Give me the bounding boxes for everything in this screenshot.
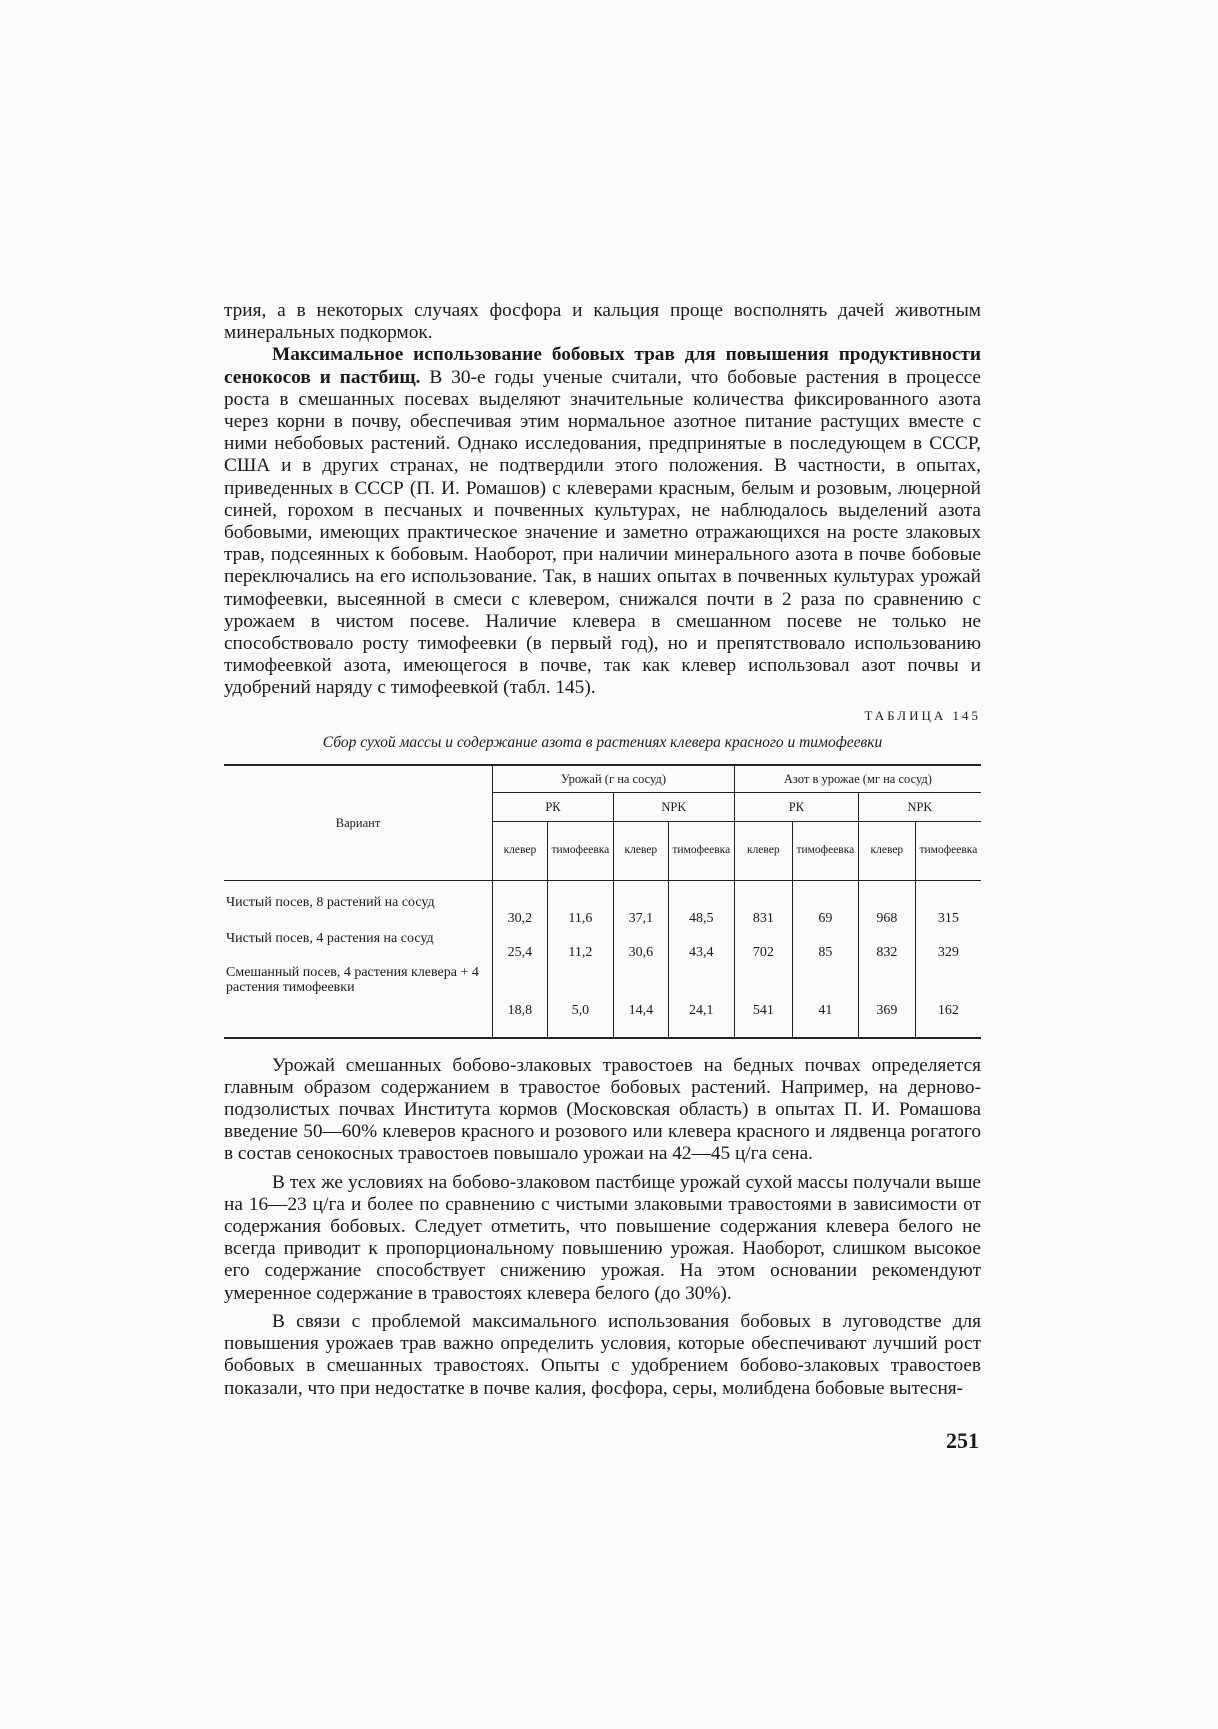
table-cell: 69 [792,895,858,931]
table-cell: 162 [915,965,981,1023]
paragraph-5: В связи с проблемой максимального использования бобовых в луговодстве для повышения урожаев трав важно определить условия, которые обеспечивают лучший рост бобовых в смешанных травостоях. Опыты с удобрением бобово-злаковых травостоев показали, что при недостатке в почве калия, фосфора, серы, молибдена бобовые вытесня- [224,1310,981,1399]
paragraph-2-bold-lead: Максимальное использование бобовых трав для повышения продуктивности сенокосов и пастбищ. [224,344,981,388]
header-crop: тимофеевка [668,821,734,880]
header-fert-pk-nitrogen: РК [734,792,858,821]
header-crop: тимофеевка [547,821,613,880]
table-cell: 85 [792,931,858,965]
table-cell: 11,2 [547,931,613,965]
table-cell: 24,1 [668,965,734,1023]
table-cell: 25,4 [493,931,548,965]
header-variant: Вариант [224,765,493,881]
table-row [224,895,981,931]
paragraph-1: трия, а в некоторых случаях фосфора и кальция проще восполнять дачей животным минеральных подкормок. [224,300,981,344]
table-cell: 30,6 [613,931,668,965]
table-cell: 11,6 [547,895,613,931]
table-cell: 968 [858,895,915,931]
header-fert-pk-yield: РК [493,792,614,821]
table-cell: 18,8 [493,965,548,1023]
header-crop: клевер [613,821,668,880]
table-cell: 541 [734,965,792,1023]
header-nitrogen: Азот в урожае (мг на сосуд) [734,765,981,793]
page-number: 251 [946,1428,979,1453]
table-cell: 315 [915,895,981,931]
table-cell: 14,4 [613,965,668,1023]
header-crop: клевер [493,821,548,880]
page-content [224,300,981,1400]
row-variant: Чистый посев, 8 растений на сосуд [226,894,435,910]
table-label: ТАБЛИЦА 145 [864,707,981,723]
header-fert-npk-nitrogen: NPK [858,792,981,821]
paragraph-2-text: В 30-е годы ученые считали, что бобовые растения в процессе роста в смешанных посевах выделяют значительные количества фиксированного азота через корни в почву, обеспечивая этим нормальное азотное питание растущих вместе с ними небобовых растений. Однако исследования, предпринятые в последующем в СССР, США и в других странах, не подтвердили этого положения. В частности, в опытах, приведенных в СССР (П. И. Ромашов) с клеверами красным, белым и розовым, люцерной синей, горохом в песчаных и почвенных культурах, не наблюдалось выделений азота бобовыми, имеющих практическое значение и заметно отражающихся на росте злаковых трав, подсеянных к бобовым. Наоборот, при наличии минерального азота в почве бобовые переключались на его использование. Так, в наших опытах в почвенных культурах урожай тимофеевки, высеянной в смеси с клевером, снижался почти в 2 раза по сравнению с урожаем в чистом посеве. Наличие клевера в смешанном посеве не только не способствовало росту тимофеевки (в первый год), но и препятствовало использованию тимофеевкой азота, имеющегося в почве, так как клевер использовал азот почвы и удобрений наряду с тимофеевкой (табл. 145). [224,366,981,699]
header-crop: тимофеевка [792,821,858,880]
table-row [224,931,981,965]
table-cell: 329 [915,931,981,965]
table-row [224,965,981,1023]
table-cell: 702 [734,931,792,965]
table-cell: 5,0 [547,965,613,1023]
row-variant: Чистый посев, 4 растения на сосуд [226,930,434,946]
table-cell: 43,4 [668,931,734,965]
table-title: Сбор сухой массы и содержание азота в растениях клевера красного и тимофеевки [322,733,883,751]
header-fert-npk-yield: NPK [613,792,734,821]
header-yield: Урожай (г на сосуд) [493,765,735,793]
table-cell: 41 [792,965,858,1023]
paragraph-3: Урожай смешанных бобово-злаковых травостоев на бедных почвах определяется главным образом содержанием в травостое бобовых растений. Например, на дерново-подзолистых почвах Института кормов (Московская область) в опытах П. И. Ромашова введение 50—60% клеверов красного и розового или клевера красного и лядвенца рогатого в состав сенокосных травостоев повышало урожаи на 42—45 ц/га сена. [224,1054,981,1165]
paragraph-2 [224,344,981,699]
table-cell: 369 [858,965,915,1023]
table-cell: 48,5 [668,895,734,931]
data-table [224,764,981,1039]
header-crop: клевер [734,821,792,880]
row-variant: Смешанный посев, 4 растения клевера + 4 растения тимофеевки [226,964,479,996]
paragraph-4: В тех же условиях на бобово-злаковом пастбище урожай сухой массы получали выше на 16—23 ц/га и более по сравнению с чистыми злаковыми травостоями в зависимости от содержания бобовых. Следует отметить, что повышение содержания клевера белого не всегда приводит к пропорциональному повышению урожая. Наоборот, слишком высокое его содержание способствует снижению урожая. На этом основании рекомендуют умеренное содержание в травостоях клевера белого (до 30%). [224,1171,981,1304]
table-cell: 30,2 [493,895,548,931]
header-crop: тимофеевка [915,821,981,880]
table-cell: 832 [858,931,915,965]
table-cell: 37,1 [613,895,668,931]
header-crop: клевер [858,821,915,880]
table-cell: 831 [734,895,792,931]
